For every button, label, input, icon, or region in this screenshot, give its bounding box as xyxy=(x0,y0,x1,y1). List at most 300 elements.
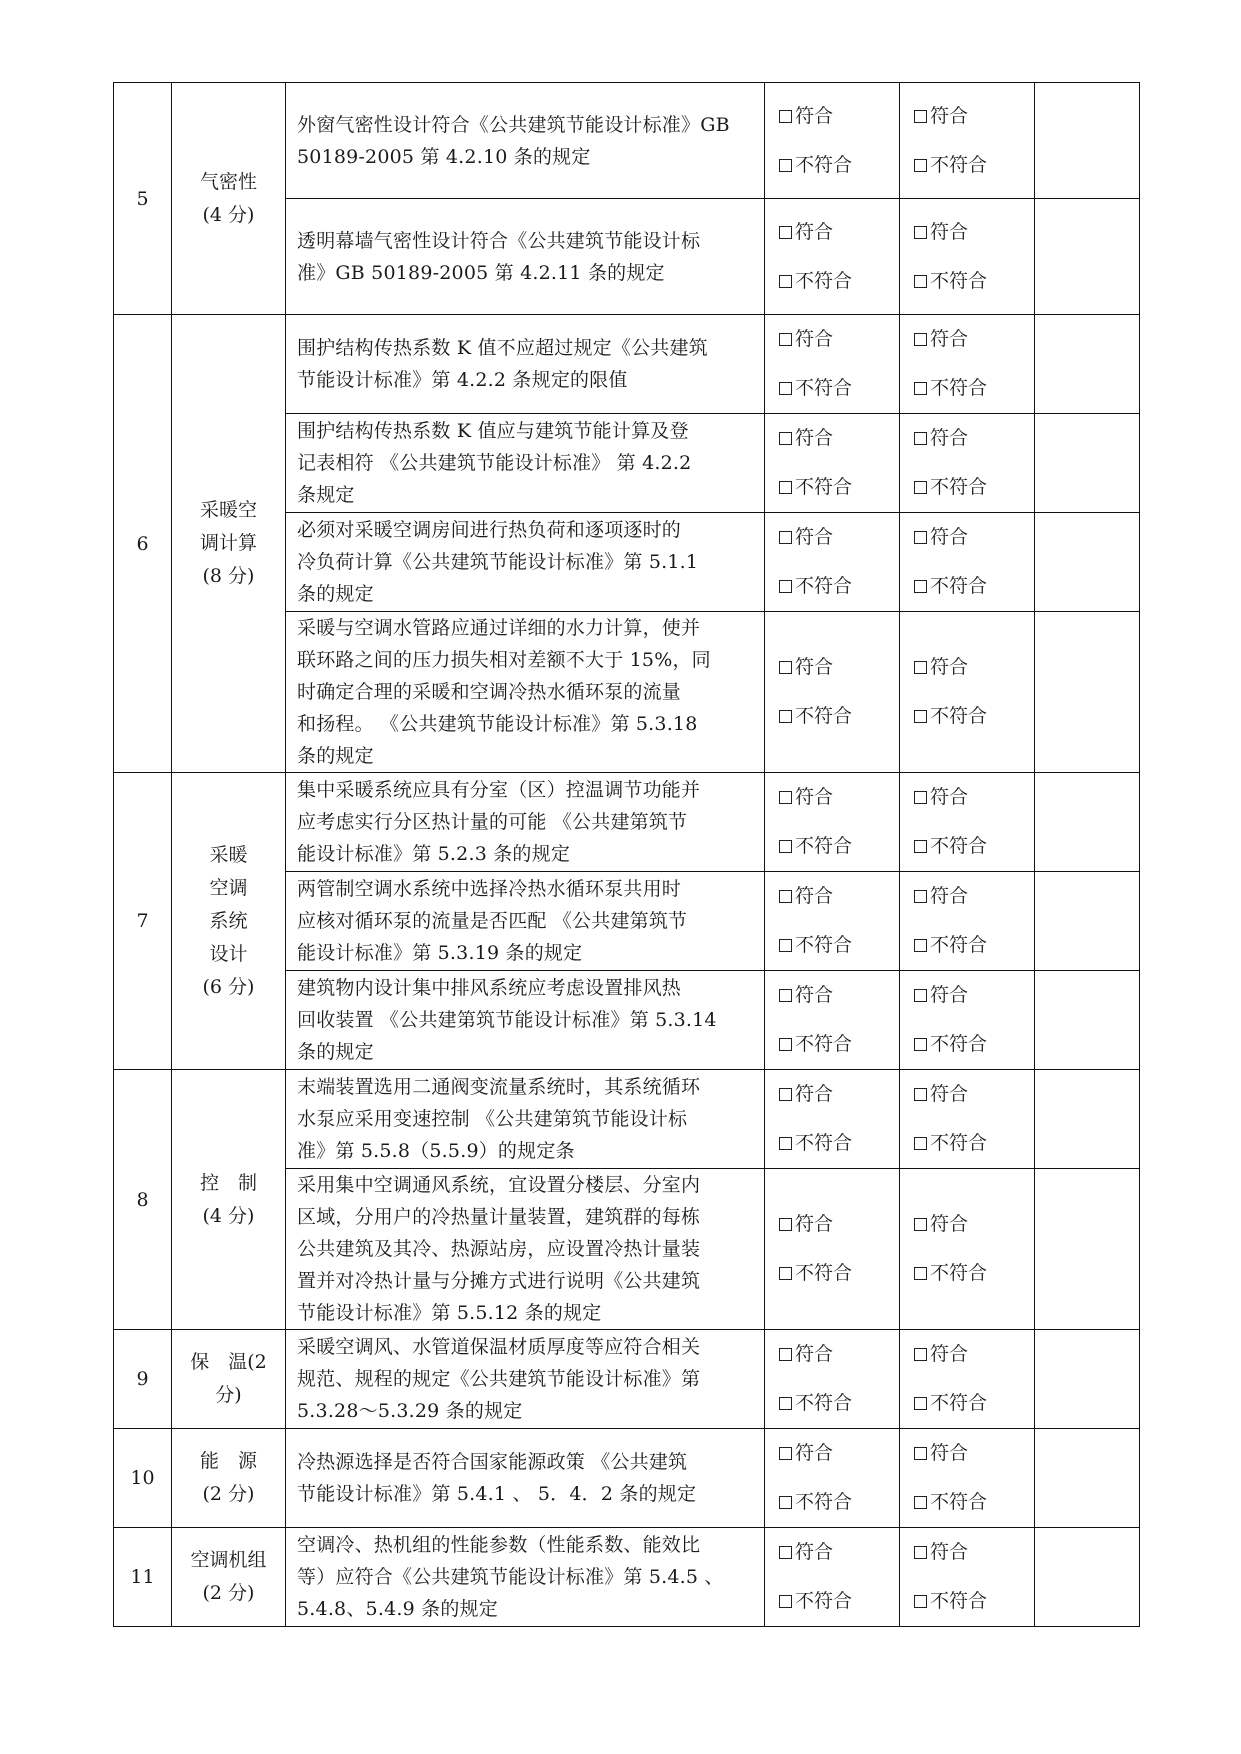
category-line: (2 分) xyxy=(202,1582,255,1604)
option-comply[interactable] xyxy=(779,773,899,822)
option-label: 不符合 xyxy=(795,476,853,498)
option-label: 不符合 xyxy=(930,269,988,292)
requirement-text xyxy=(286,315,765,414)
checkbox-cell-a xyxy=(765,1169,900,1330)
checkbox-icon[interactable] xyxy=(779,531,792,544)
checkbox-cell-b xyxy=(900,83,1035,199)
category-line: 调计算 xyxy=(199,532,257,554)
group-category xyxy=(172,1070,286,1330)
checkbox-icon[interactable] xyxy=(914,1397,927,1410)
option-comply[interactable] xyxy=(779,208,899,257)
option-label: 符合 xyxy=(930,656,969,678)
option-comply[interactable] xyxy=(779,1528,899,1577)
group-number: 8 xyxy=(114,1070,172,1330)
category-line: 气密性 xyxy=(199,170,257,193)
option-not-comply[interactable] xyxy=(914,562,1034,611)
requirement-line: 规范、规程的规定《公共建筑节能设计标准》第 xyxy=(297,1368,701,1390)
option-label: 不符合 xyxy=(795,835,853,857)
checkbox-cell-a xyxy=(765,1070,900,1169)
checkbox-icon[interactable] xyxy=(779,1546,792,1559)
checkbox-cell-b xyxy=(900,872,1035,971)
option-not-comply[interactable] xyxy=(779,1249,899,1298)
option-not-comply[interactable] xyxy=(779,1119,899,1168)
option-comply[interactable] xyxy=(914,1330,1034,1379)
option-label: 不符合 xyxy=(795,1392,853,1414)
checkbox-cell-a xyxy=(765,612,900,773)
requirement-line: 时确定合理的采暖和空调冷热水循环泵的流量 xyxy=(297,681,682,703)
requirement-line: 冷热源选择是否符合国家能源政策 《公共建筑 xyxy=(297,1451,688,1473)
requirement-line: 区域，分用户的冷热量计量装置，建筑群的每栋 xyxy=(297,1206,701,1228)
requirement-line: 采用集中空调通风系统，宜设置分楼层、分室内 xyxy=(297,1174,701,1196)
requirement-line: 联环路之间的压力损失相对差额不大于 15%，同 xyxy=(297,649,711,671)
review-table-body xyxy=(114,83,1140,1627)
category-line: 能 源 xyxy=(199,1450,257,1472)
option-not-comply[interactable] xyxy=(914,1119,1034,1168)
checkbox-cell-a xyxy=(765,971,900,1070)
checkbox-icon[interactable] xyxy=(914,1038,927,1051)
option-label: 符合 xyxy=(795,427,834,449)
category-line: (4 分) xyxy=(202,203,255,226)
remarks-cell[interactable] xyxy=(1035,199,1140,315)
requirement-text xyxy=(286,83,765,199)
checkbox-icon[interactable] xyxy=(779,1267,792,1280)
option-label: 符合 xyxy=(795,656,834,678)
remarks-cell[interactable] xyxy=(1035,773,1140,872)
checkbox-icon[interactable] xyxy=(914,333,927,346)
checkbox-icon[interactable] xyxy=(914,1137,927,1150)
option-label: 符合 xyxy=(795,328,834,350)
group-number: 7 xyxy=(114,773,172,1070)
option-label: 不符合 xyxy=(930,705,988,727)
option-label: 不符合 xyxy=(930,153,988,176)
checkbox-icon[interactable] xyxy=(779,1496,792,1509)
requirement-line: 能设计标准》第 5.3.19 条的规定 xyxy=(297,942,583,964)
option-label: 不符合 xyxy=(795,575,853,597)
option-not-comply[interactable] xyxy=(914,141,1034,190)
option-label: 不符合 xyxy=(795,1491,853,1513)
option-label: 符合 xyxy=(930,786,969,808)
category-line: 系统 xyxy=(209,909,248,932)
option-not-comply[interactable] xyxy=(779,1577,899,1626)
checkbox-icon[interactable] xyxy=(779,1447,792,1460)
checkbox-icon[interactable] xyxy=(914,275,927,288)
option-label: 符合 xyxy=(795,1213,834,1235)
checkbox-cell-a xyxy=(765,315,900,414)
checkbox-icon[interactable] xyxy=(914,580,927,593)
checkbox-icon[interactable] xyxy=(914,1447,927,1460)
option-comply[interactable] xyxy=(914,1528,1034,1577)
requirement-line: 水泵应采用变速控制 《公共建第筑节能设计标 xyxy=(297,1108,688,1130)
option-comply[interactable] xyxy=(779,414,899,463)
checkbox-icon[interactable] xyxy=(914,1595,927,1608)
option-comply[interactable] xyxy=(779,513,899,562)
option-not-comply[interactable] xyxy=(779,562,899,611)
checkbox-icon[interactable] xyxy=(779,710,792,723)
checkbox-icon[interactable] xyxy=(914,531,927,544)
checkbox-icon[interactable] xyxy=(914,939,927,952)
option-comply[interactable] xyxy=(914,208,1034,257)
category-line: (4 分) xyxy=(202,1204,255,1227)
option-not-comply[interactable] xyxy=(779,692,899,741)
requirement-text xyxy=(286,513,765,612)
option-label: 符合 xyxy=(930,1541,969,1563)
checkbox-icon[interactable] xyxy=(779,1038,792,1051)
table-row xyxy=(114,773,1140,872)
option-label: 不符合 xyxy=(930,1392,988,1414)
requirement-text xyxy=(286,1330,765,1429)
requirement-line: 空调冷、热机组的性能参数（性能系数、能效比 xyxy=(297,1534,701,1556)
checkbox-cell-b xyxy=(900,414,1035,513)
requirement-line: 透明幕墙气密性设计符合《公共建筑节能设计标 xyxy=(297,229,701,252)
requirement-line: 条的规定 xyxy=(297,583,374,605)
option-label: 符合 xyxy=(930,427,969,449)
option-not-comply[interactable] xyxy=(914,463,1034,512)
checkbox-cell-b xyxy=(900,1169,1035,1330)
checkbox-icon[interactable] xyxy=(779,275,792,288)
requirement-line: 等）应符合《公共建筑节能设计标准》第 5.4.5 、 xyxy=(297,1566,724,1588)
requirement-line: 围护结构传热系数 K 值不应超过规定《公共建筑 xyxy=(297,337,708,359)
category-line: 空调机组 xyxy=(190,1549,267,1571)
option-label: 符合 xyxy=(930,1442,969,1464)
requirement-text xyxy=(286,971,765,1070)
option-label: 不符合 xyxy=(930,476,988,498)
option-label: 不符合 xyxy=(930,575,988,597)
category-line: 分) xyxy=(215,1384,242,1406)
option-label: 符合 xyxy=(930,1343,969,1365)
requirement-line: 应考虑实行分区热计量的可能 《公共建第筑节 xyxy=(297,811,688,833)
checkbox-icon[interactable] xyxy=(914,159,927,172)
option-comply[interactable] xyxy=(779,315,899,364)
requirement-line: 采暖与空调水管路应通过详细的水力计算，使并 xyxy=(297,617,701,639)
option-not-comply[interactable] xyxy=(914,1020,1034,1069)
group-number: 9 xyxy=(114,1330,172,1429)
option-not-comply[interactable] xyxy=(779,1379,899,1428)
checkbox-icon[interactable] xyxy=(779,989,792,1002)
group-number: 11 xyxy=(114,1528,172,1627)
checkbox-icon[interactable] xyxy=(914,710,927,723)
requirement-line: 能设计标准》第 5.2.3 条的规定 xyxy=(297,843,571,865)
checkbox-icon[interactable] xyxy=(914,382,927,395)
table-row xyxy=(114,1429,1140,1528)
option-label: 不符合 xyxy=(795,377,853,399)
requirement-line: 集中采暖系统应具有分室（区）控温调节功能并 xyxy=(297,779,701,801)
option-label: 符合 xyxy=(795,526,834,548)
group-number: 10 xyxy=(114,1429,172,1528)
checkbox-cell-a xyxy=(765,199,900,315)
checkbox-cell-b xyxy=(900,513,1035,612)
option-label: 不符合 xyxy=(930,1132,988,1154)
checkbox-icon[interactable] xyxy=(779,1595,792,1608)
category-line: 控 制 xyxy=(199,1171,257,1194)
option-label: 符合 xyxy=(795,786,834,808)
remarks-cell[interactable] xyxy=(1035,414,1140,513)
option-not-comply[interactable] xyxy=(779,364,899,413)
category-line: 采暖空 xyxy=(199,499,257,521)
category-line: 空调 xyxy=(209,876,248,899)
option-comply[interactable] xyxy=(779,1200,899,1249)
table-row xyxy=(114,1070,1140,1169)
requirement-line: 公共建筑及其冷、热源站房，应设置冷热计量装 xyxy=(297,1238,701,1260)
option-comply[interactable] xyxy=(779,971,899,1020)
remarks-cell[interactable] xyxy=(1035,1429,1140,1528)
requirement-line: 和扬程。 《公共建筑节能设计标准》第 5.3.18 xyxy=(297,713,698,735)
checkbox-icon[interactable] xyxy=(914,1218,927,1231)
option-comply[interactable] xyxy=(914,1429,1034,1478)
category-line: 采暖 xyxy=(209,843,248,866)
group-number: 6 xyxy=(114,315,172,773)
requirement-line: 条的规定 xyxy=(297,745,374,767)
checkbox-icon[interactable] xyxy=(914,1496,927,1509)
checkbox-icon[interactable] xyxy=(779,110,792,123)
group-category xyxy=(172,1330,286,1429)
remarks-cell[interactable] xyxy=(1035,872,1140,971)
option-not-comply[interactable] xyxy=(779,257,899,306)
option-not-comply[interactable] xyxy=(779,921,899,970)
requirement-line: 外窗气密性设计符合《公共建筑节能设计标准》GB xyxy=(297,113,730,136)
checkbox-cell-a xyxy=(765,83,900,199)
review-table xyxy=(113,82,1140,1627)
remarks-cell[interactable] xyxy=(1035,1070,1140,1169)
requirement-text xyxy=(286,773,765,872)
checkbox-icon[interactable] xyxy=(914,226,927,239)
option-label: 符合 xyxy=(795,1343,834,1365)
remarks-cell[interactable] xyxy=(1035,612,1140,773)
option-not-comply[interactable] xyxy=(914,921,1034,970)
option-comply[interactable] xyxy=(914,92,1034,141)
option-label: 不符合 xyxy=(795,1033,853,1055)
option-label: 符合 xyxy=(930,220,969,243)
remarks-cell[interactable] xyxy=(1035,1528,1140,1627)
group-category xyxy=(172,83,286,315)
option-comply[interactable] xyxy=(779,643,899,692)
requirement-line: 围护结构传热系数 K 值应与建筑节能计算及登 xyxy=(297,420,689,442)
option-not-comply[interactable] xyxy=(914,257,1034,306)
option-label: 符合 xyxy=(795,1541,834,1563)
checkbox-cell-b xyxy=(900,971,1035,1070)
option-label: 不符合 xyxy=(795,1132,853,1154)
checkbox-cell-b xyxy=(900,1330,1035,1429)
requirement-text xyxy=(286,1070,765,1169)
checkbox-cell-a xyxy=(765,773,900,872)
remarks-cell[interactable] xyxy=(1035,513,1140,612)
option-label: 符合 xyxy=(930,104,969,127)
option-label: 不符合 xyxy=(795,1262,853,1284)
option-comply[interactable] xyxy=(779,1070,899,1119)
requirement-line: 50189-2005 第 4.2.10 条的规定 xyxy=(297,145,591,168)
checkbox-icon[interactable] xyxy=(779,840,792,853)
option-not-comply[interactable] xyxy=(914,1577,1034,1626)
option-label: 不符合 xyxy=(930,1491,988,1513)
requirement-text xyxy=(286,612,765,773)
remarks-cell[interactable] xyxy=(1035,83,1140,199)
category-line: (2 分) xyxy=(202,1483,255,1505)
checkbox-icon[interactable] xyxy=(914,110,927,123)
remarks-cell[interactable] xyxy=(1035,315,1140,414)
checkbox-icon[interactable] xyxy=(779,333,792,346)
checkbox-cell-b xyxy=(900,1429,1035,1528)
option-not-comply[interactable] xyxy=(914,822,1034,871)
checkbox-cell-b xyxy=(900,1528,1035,1627)
option-label: 符合 xyxy=(930,328,969,350)
checkbox-icon[interactable] xyxy=(914,1267,927,1280)
option-label: 不符合 xyxy=(795,269,853,292)
requirement-text xyxy=(286,199,765,315)
option-not-comply[interactable] xyxy=(914,364,1034,413)
option-comply[interactable] xyxy=(914,315,1034,364)
checkbox-icon[interactable] xyxy=(779,1218,792,1231)
group-category xyxy=(172,1429,286,1528)
checkbox-icon[interactable] xyxy=(914,840,927,853)
checkbox-icon[interactable] xyxy=(914,791,927,804)
remarks-cell[interactable] xyxy=(1035,971,1140,1070)
table-row xyxy=(114,315,1140,414)
requirement-line: 必须对采暖空调房间进行热负荷和逐项逐时的 xyxy=(297,519,682,541)
requirement-line: 末端装置选用二通阀变流量系统时，其系统循环 xyxy=(297,1076,701,1098)
option-not-comply[interactable] xyxy=(779,463,899,512)
category-line: 设计 xyxy=(209,942,248,965)
option-not-comply[interactable] xyxy=(914,1478,1034,1527)
table-row xyxy=(114,1528,1140,1627)
checkbox-cell-b xyxy=(900,1070,1035,1169)
requirement-line: 置并对冷热计量与分摊方式进行说明《公共建筑 xyxy=(297,1270,701,1292)
option-not-comply[interactable] xyxy=(779,822,899,871)
checkbox-cell-a xyxy=(765,1528,900,1627)
requirement-line: 准》GB 50189-2005 第 4.2.11 条的规定 xyxy=(297,261,665,284)
option-comply[interactable] xyxy=(779,872,899,921)
checkbox-icon[interactable] xyxy=(779,226,792,239)
option-label: 符合 xyxy=(930,984,969,1006)
requirement-line: 记表相符 《公共建筑节能设计标准》 第 4.2.2 xyxy=(297,452,692,474)
table-row xyxy=(114,83,1140,199)
checkbox-icon[interactable] xyxy=(914,1348,927,1361)
category-line: (6 分) xyxy=(202,975,255,998)
checkbox-cell-a xyxy=(765,872,900,971)
option-comply[interactable] xyxy=(914,643,1034,692)
checkbox-icon[interactable] xyxy=(779,1397,792,1410)
checkbox-icon[interactable] xyxy=(914,661,927,674)
option-label: 符合 xyxy=(795,104,834,127)
checkbox-icon[interactable] xyxy=(914,432,927,445)
checkbox-icon[interactable] xyxy=(779,1137,792,1150)
requirement-line: 节能设计标准》第 5.4.1 、 5．4．2 条的规定 xyxy=(297,1483,697,1505)
option-label: 不符合 xyxy=(930,1033,988,1055)
option-not-comply[interactable] xyxy=(914,692,1034,741)
option-comply[interactable] xyxy=(914,1200,1034,1249)
checkbox-icon[interactable] xyxy=(914,1088,927,1101)
remarks-cell[interactable] xyxy=(1035,1169,1140,1330)
table-row xyxy=(114,1330,1140,1429)
option-label: 符合 xyxy=(795,885,834,907)
checkbox-icon[interactable] xyxy=(914,1546,927,1559)
checkbox-icon[interactable] xyxy=(779,661,792,674)
checkbox-icon[interactable] xyxy=(779,890,792,903)
group-category xyxy=(172,773,286,1070)
option-label: 不符合 xyxy=(795,1590,853,1612)
option-not-comply[interactable] xyxy=(914,1379,1034,1428)
option-not-comply[interactable] xyxy=(779,1478,899,1527)
requirement-line: 准》第 5.5.8（5.5.9）的规定条 xyxy=(297,1140,575,1162)
checkbox-icon[interactable] xyxy=(779,791,792,804)
checkbox-icon[interactable] xyxy=(914,989,927,1002)
requirement-line: 条的规定 xyxy=(297,1041,374,1063)
option-label: 不符合 xyxy=(795,934,853,956)
checkbox-icon[interactable] xyxy=(779,1348,792,1361)
category-line: (8 分) xyxy=(202,565,255,587)
checkbox-icon[interactable] xyxy=(779,939,792,952)
requirement-line: 条规定 xyxy=(297,484,355,506)
option-comply[interactable] xyxy=(914,513,1034,562)
option-label: 符合 xyxy=(930,885,969,907)
option-label: 不符合 xyxy=(930,1590,988,1612)
option-label: 不符合 xyxy=(795,705,853,727)
option-comply[interactable] xyxy=(914,872,1034,921)
checkbox-cell-a xyxy=(765,513,900,612)
category-line: 保 温(2 xyxy=(190,1351,267,1373)
group-category xyxy=(172,1528,286,1627)
option-comply[interactable] xyxy=(779,92,899,141)
option-not-comply[interactable] xyxy=(779,141,899,190)
requirement-line: 节能设计标准》第 5.5.12 条的规定 xyxy=(297,1302,602,1324)
option-label: 不符合 xyxy=(930,377,988,399)
checkbox-icon[interactable] xyxy=(914,481,927,494)
checkbox-icon[interactable] xyxy=(779,382,792,395)
option-comply[interactable] xyxy=(914,414,1034,463)
checkbox-cell-b xyxy=(900,199,1035,315)
option-comply[interactable] xyxy=(914,773,1034,822)
checkbox-cell-a xyxy=(765,1429,900,1528)
checkbox-cell-a xyxy=(765,1330,900,1429)
checkbox-icon[interactable] xyxy=(779,1088,792,1101)
requirement-line: 两管制空调水系统中选择冷热水循环泵共用时 xyxy=(297,878,682,900)
option-label: 符合 xyxy=(795,1083,834,1105)
requirement-line: 应核对循环泵的流量是否匹配 《公共建第筑节 xyxy=(297,910,688,932)
option-comply[interactable] xyxy=(779,1429,899,1478)
checkbox-icon[interactable] xyxy=(779,481,792,494)
checkbox-icon[interactable] xyxy=(914,890,927,903)
requirement-line: 采暖空调风、水管道保温材质厚度等应符合相关 xyxy=(297,1336,701,1358)
requirement-line: 冷负荷计算《公共建筑节能设计标准》第 5.1.1 xyxy=(297,551,699,573)
checkbox-icon[interactable] xyxy=(779,432,792,445)
option-label: 不符合 xyxy=(795,153,853,176)
option-label: 不符合 xyxy=(930,934,988,956)
requirement-text xyxy=(286,1429,765,1528)
option-label: 符合 xyxy=(930,1213,969,1235)
group-number: 5 xyxy=(114,83,172,315)
option-label: 符合 xyxy=(795,1442,834,1464)
requirement-text xyxy=(286,1169,765,1330)
option-label: 符合 xyxy=(795,220,834,243)
option-not-comply[interactable] xyxy=(779,1020,899,1069)
checkbox-cell-b xyxy=(900,773,1035,872)
option-not-comply[interactable] xyxy=(914,1249,1034,1298)
option-label: 符合 xyxy=(930,1083,969,1105)
checkbox-cell-b xyxy=(900,612,1035,773)
requirement-text xyxy=(286,1528,765,1627)
requirement-line: 5.3.28～5.3.29 条的规定 xyxy=(297,1400,523,1422)
checkbox-icon[interactable] xyxy=(779,159,792,172)
option-label: 符合 xyxy=(930,526,969,548)
group-category xyxy=(172,315,286,773)
checkbox-cell-b xyxy=(900,315,1035,414)
option-comply[interactable] xyxy=(914,1070,1034,1119)
checkbox-icon[interactable] xyxy=(779,580,792,593)
option-comply[interactable] xyxy=(779,1330,899,1379)
requirement-text xyxy=(286,872,765,971)
requirement-line: 5.4.8、5.4.9 条的规定 xyxy=(297,1598,498,1620)
remarks-cell[interactable] xyxy=(1035,1330,1140,1429)
requirement-line: 回收装置 《公共建第筑节能设计标准》第 5.3.14 xyxy=(297,1009,717,1031)
option-comply[interactable] xyxy=(914,971,1034,1020)
